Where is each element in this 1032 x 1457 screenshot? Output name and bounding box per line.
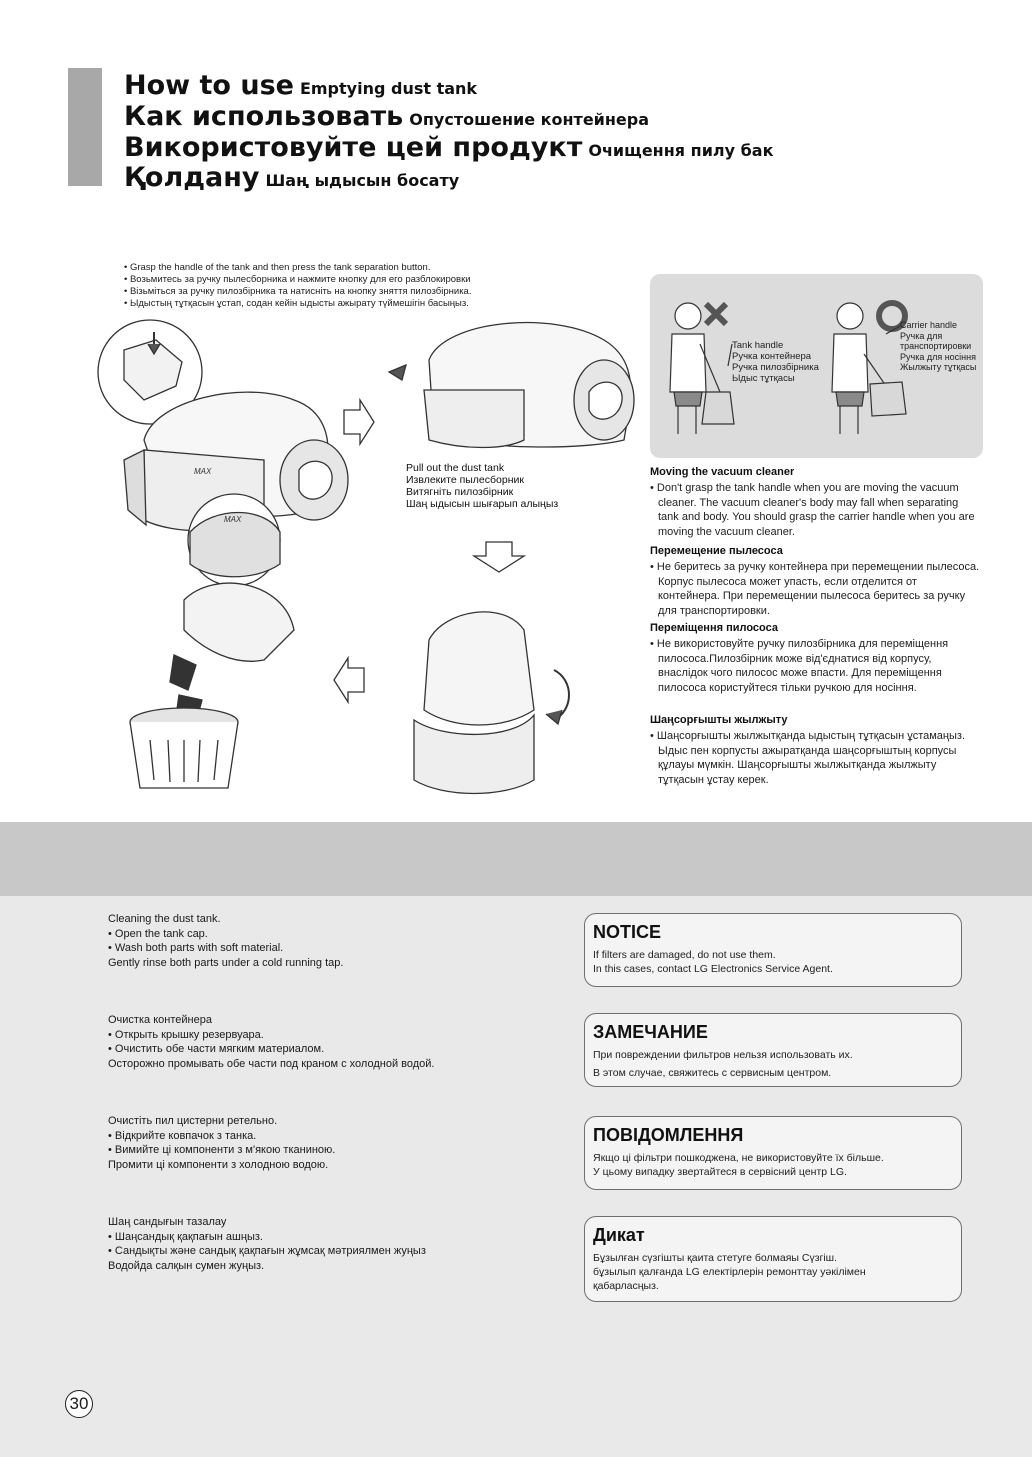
notice-line: In this cases, contact LG Electronics Service Agent. xyxy=(593,963,833,975)
clean-line: • Очистить обе части мягким материалом. xyxy=(108,1043,325,1055)
section-body: • Не беритесь за ручку контейнера при перемещении пылесоса. Корпус пылесоса может упасть, если отделится от контейнера. При перемещении пылесоса беритесь за ручку для транспортировки. xyxy=(650,561,980,617)
clean-line: Очистіть пил цистерни ретельно. xyxy=(108,1115,278,1127)
page-number: 30 xyxy=(65,1390,93,1418)
clean-line: • Open the tank cap. xyxy=(108,927,208,940)
clean-line: • Сандықты және сандық қақпағын жұмсақ мәтриялмен жуңыз xyxy=(108,1245,426,1257)
clean-line: • Шаңсандық қақпағын ашңыз. xyxy=(108,1230,263,1243)
instruction-item: • Візьміться за ручку пилозбірника та натисніть на кнопку зняття пилозбірника. xyxy=(124,286,472,297)
section-title: Перемещение пылесоса xyxy=(650,545,783,557)
carrier-handle-label xyxy=(900,320,976,373)
title-sub: Очищення пилу бак xyxy=(588,141,774,160)
notice-line: бұзылып қалғанда LG електірлерін ремонттау уәкілімен xyxy=(593,1266,866,1278)
section-title: Moving the vacuum cleaner xyxy=(650,466,795,478)
notice-line: Бұзылған сүзгішты қаита стетуге болмаяы Сүзгіш. xyxy=(593,1252,838,1264)
notice-line: Якщо ці фільтри пошкоджена, не використовуйте їх більше. xyxy=(593,1152,884,1164)
label-line: Жылжыту тұтқасы xyxy=(900,362,977,372)
notice-box-ru xyxy=(584,1013,962,1087)
title-line-ru xyxy=(124,103,649,130)
notice-title: ЗАМЕЧАНИЕ xyxy=(593,1022,708,1042)
clean-line: Водойда салқын сумен жуңыз. xyxy=(108,1259,265,1272)
clean-line: • Wash both parts with soft material. xyxy=(108,942,284,954)
clean-line: Осторожно промывать обе части под краном с холодной водой. xyxy=(108,1057,435,1070)
tank-zoom-illustration xyxy=(188,494,280,586)
clean-line: Cleaning the dust tank. xyxy=(108,913,221,925)
title-main: Как использовать xyxy=(124,101,404,132)
notice-title: ПОВІДОМЛЕННЯ xyxy=(593,1125,744,1145)
title-line-en xyxy=(124,72,477,99)
title-line-kk xyxy=(124,164,459,191)
title-main: How to use xyxy=(124,70,294,101)
cleaning-block-en xyxy=(108,912,528,970)
clean-line: Промити ці компоненти з холодною водою. xyxy=(108,1158,329,1171)
notice-title: Дикат xyxy=(593,1225,645,1245)
notice-box-kk xyxy=(584,1216,962,1302)
notice-title: NOTICE xyxy=(593,922,662,942)
cleaning-block-kk xyxy=(108,1215,528,1273)
instruction-list xyxy=(124,262,471,310)
emptying-diagram xyxy=(84,310,644,810)
section-divider-band xyxy=(0,822,1032,896)
max-label: MAX xyxy=(194,467,212,476)
clean-line: Очистка контейнера xyxy=(108,1014,212,1026)
moving-section-ru xyxy=(650,545,980,618)
section-body: • Don't grasp the tank handle when you are moving the vacuum cleaner. The vacuum cleaner's body may fall when separating tank and body. You should grasp the carrier handle when you are moving the vacuum cleaner. xyxy=(650,482,975,538)
notice-line: If filters are damaged, do not use them. xyxy=(593,949,776,961)
caption-line: Pull out the dust tank xyxy=(406,462,505,474)
tank-handle-label xyxy=(732,340,819,384)
label-line: Carrier handle xyxy=(900,320,958,330)
notice-line: қабарласңыз. xyxy=(593,1280,659,1292)
moving-section-en xyxy=(650,466,980,539)
label-line: транспортировки xyxy=(900,341,972,351)
clean-line: Gently rinse both parts under a cold running tap. xyxy=(108,956,344,969)
moving-section-uk xyxy=(650,622,980,695)
section-title: Шаңсорғышты жылжыту xyxy=(650,714,788,726)
notice-box-en xyxy=(584,913,962,987)
instruction-item: • Ыдыстың тұтқасын ұстап, содан кейін ыдысты ажырату түймешігін басыңыз. xyxy=(124,298,469,309)
title-sub: Опустошение контейнера xyxy=(409,110,650,129)
label-line: Ручка контейнера xyxy=(732,351,812,362)
vacuum-illustration-2 xyxy=(389,323,634,448)
person-correct-carry-illustration xyxy=(832,303,906,434)
clean-line: Шаң сандығын тазалау xyxy=(108,1216,227,1228)
label-line: Ручка для xyxy=(900,330,943,341)
instruction-item: • Grasp the handle of the tank and then press the tank separation button. xyxy=(124,262,431,273)
label-line: Ыдыс тұтқасы xyxy=(732,373,795,384)
caption-line: Витягніть пилозбірник xyxy=(406,486,514,498)
header-accent-bar xyxy=(68,68,102,186)
notice-line: У цьому випадку звертайтеся в сервісний центр LG. xyxy=(593,1166,847,1178)
notice-line: При повреждении фильтров нельзя использовать их. xyxy=(593,1049,853,1061)
instruction-item: • Возьмитесь за ручку пылесборника и нажмите кнопку для его разблокировки xyxy=(124,274,471,285)
notice-line: В этом случае, свяжитесь с сервисным центром. xyxy=(593,1067,832,1079)
pull-out-caption xyxy=(406,462,558,510)
label-line: Tank handle xyxy=(732,340,784,351)
title-main: Використовуйте цей продукт xyxy=(124,132,583,163)
clean-line: • Вимийте ці компоненти з м'якою тканиною. xyxy=(108,1144,336,1156)
clean-line: • Открыть крышку резервуара. xyxy=(108,1028,264,1041)
cross-icon xyxy=(706,304,726,324)
dust-bin-illustration xyxy=(130,583,294,788)
section-body: • Шаңсорғышты жылжытқанда ыдыстың тұтқасын ұстамаңыз. Ыдыс пен корпусты ажыратқанда шаңсорғыштың корпусы құлауы мүмкін. Шаңсорғышты жылжытқанда жылжыту тұтқасын ұстау керек. xyxy=(650,730,966,786)
notice-box-uk xyxy=(584,1116,962,1190)
clean-line: • Відкрийте ковпачок з танка. xyxy=(108,1129,257,1142)
section-title: Переміщення пилососа xyxy=(650,622,778,634)
step-arrow-left-icon xyxy=(334,658,364,702)
section-body: • Не використовуйте ручку пилозбірника для переміщення пилососа.Пилозбірник може від'єднатися від корпусу, внаслідок чого пилосос може впасти. Для переміщення пилососа користуйтеся тільки ручкою для носіння. xyxy=(650,638,949,694)
cleaning-block-ru xyxy=(108,1013,528,1071)
title-line-uk xyxy=(124,134,773,161)
tank-rotate-illustration xyxy=(414,612,569,794)
label-line: Ручка пилозбірника xyxy=(732,362,819,373)
max-label: MAX xyxy=(224,515,242,524)
title-sub: Шаң ыдысын босату xyxy=(265,171,460,190)
caption-line: Извлеките пылесборник xyxy=(406,474,524,486)
step-arrow-down-icon xyxy=(474,542,524,572)
step-arrow-right-icon xyxy=(344,400,374,444)
moving-section-kk xyxy=(650,714,980,787)
cleaning-block-uk xyxy=(108,1114,528,1172)
label-line: Ручка для носіння xyxy=(900,351,976,362)
title-main: Қолдану xyxy=(124,162,260,193)
caption-line: Шаң ыдысын шығарып алыңыз xyxy=(406,498,559,510)
title-sub: Emptying dust tank xyxy=(299,79,478,98)
